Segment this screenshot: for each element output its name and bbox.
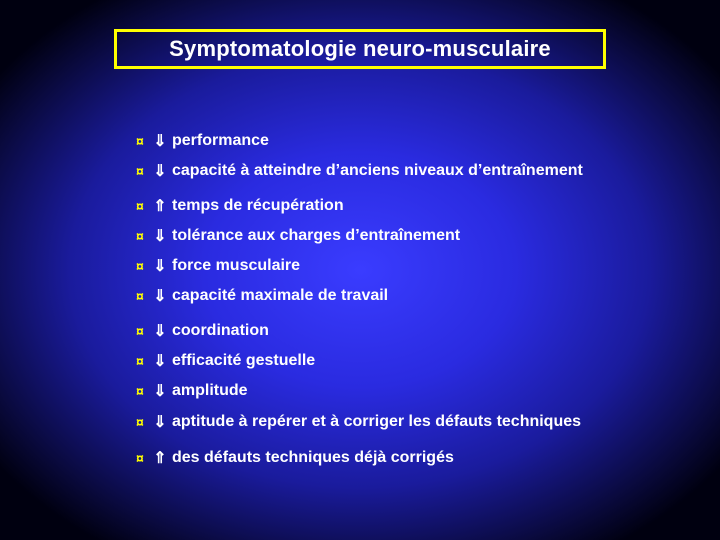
down-arrow-icon: ⇓ [153, 133, 167, 150]
down-arrow-icon: ⇓ [153, 353, 167, 370]
list-item [136, 411, 581, 433]
list-item [136, 130, 269, 152]
bullet-icon: ¤ [136, 288, 144, 304]
bullet-icon: ¤ [136, 353, 144, 369]
bullet-icon: ¤ [136, 258, 144, 274]
list-item [136, 285, 388, 307]
list-item-label: capacité à atteindre d’anciens niveaux d’entraînement [172, 162, 583, 179]
list-item-label: des défauts techniques déjà corrigés [172, 449, 454, 466]
list-item-label: efficacité gestuelle [172, 352, 316, 369]
bullet-icon: ¤ [136, 383, 144, 399]
list-item [136, 255, 300, 277]
up-arrow-icon: ⇑ [153, 450, 167, 467]
title-box [114, 29, 606, 69]
list-item [136, 320, 269, 342]
bullet-icon: ¤ [136, 133, 144, 149]
list-item-label: aptitude à repérer et à corriger les défauts techniques [172, 413, 582, 430]
list-item-label: amplitude [172, 382, 248, 399]
down-arrow-icon: ⇓ [153, 414, 167, 431]
bullet-icon: ¤ [136, 163, 144, 179]
list-item-label: performance [172, 132, 269, 149]
list-item-label: tolérance aux charges d’entraînement [172, 227, 461, 244]
list-item-label: capacité maximale de travail [172, 287, 389, 304]
list-item [136, 195, 344, 217]
slide-title: Symptomatologie neuro-musculaire [169, 36, 551, 61]
list-item-label: temps de récupération [172, 197, 344, 214]
bullet-icon: ¤ [136, 198, 144, 214]
down-arrow-icon: ⇓ [153, 323, 167, 340]
up-arrow-icon: ⇑ [153, 198, 167, 215]
down-arrow-icon: ⇓ [153, 228, 167, 245]
list-item [136, 350, 315, 372]
list-item-label: coordination [172, 322, 269, 339]
bullet-icon: ¤ [136, 414, 144, 430]
list-item-label: force musculaire [172, 257, 301, 274]
down-arrow-icon: ⇓ [153, 383, 167, 400]
down-arrow-icon: ⇓ [153, 163, 167, 180]
list-item [136, 447, 454, 469]
bullet-icon: ¤ [136, 228, 144, 244]
bullet-icon: ¤ [136, 323, 144, 339]
list-item [136, 380, 248, 402]
down-arrow-icon: ⇓ [153, 258, 167, 275]
list-item [136, 225, 460, 247]
bullet-icon: ¤ [136, 450, 144, 466]
down-arrow-icon: ⇓ [153, 288, 167, 305]
list-item [136, 160, 583, 182]
